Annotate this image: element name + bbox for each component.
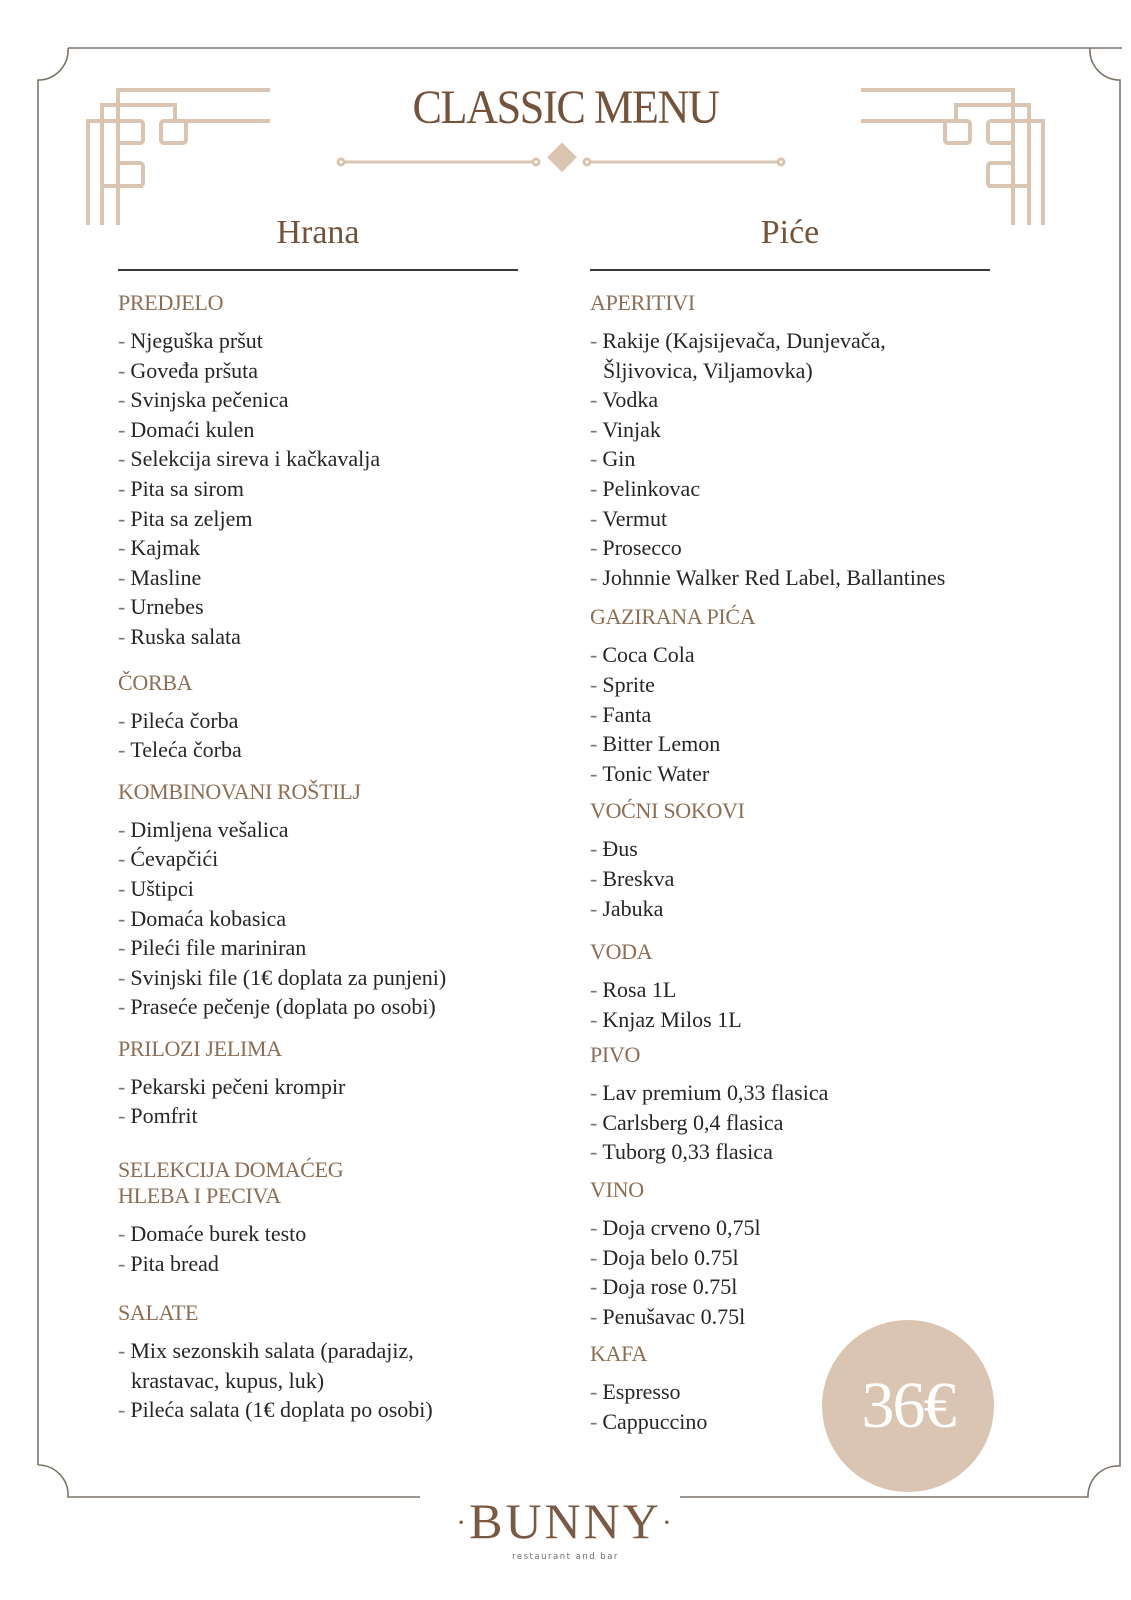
menu-item [590,563,1030,593]
bullet-dash: - [118,357,126,383]
menu-item [118,963,558,993]
menu-item [118,1249,558,1279]
brand-dot-left: · [456,1505,470,1539]
menu-item [118,474,558,504]
price-badge: 36€ [822,1320,994,1492]
menu-item [590,1137,1030,1167]
bullet-dash: - [590,1379,598,1405]
menu-item [590,975,1030,1005]
bullet-dash: - [118,1221,126,1247]
menu-item-label: Pita sa zeljem [130,505,253,531]
bullet-dash: - [590,1409,598,1435]
menu-section [590,604,1030,788]
bullet-dash: - [590,836,598,862]
bullet-dash: - [590,1244,598,1270]
menu-item-label: Ruska salata [130,623,241,649]
menu-item [590,1213,1030,1243]
bullet-dash: - [590,1274,598,1300]
menu-section [590,798,1030,923]
menu-item-label: Đus [602,836,638,862]
bullet-dash: - [590,701,598,727]
drinks-column-heading: Piće [760,214,820,251]
bullet-dash: - [590,387,598,413]
menu-item [590,729,1030,759]
section-title: PREDJELO [118,290,224,315]
menu-item-label: Pekarski pečeni krompir [130,1073,346,1099]
menu-item [590,864,1030,894]
menu-item-label: Breskva [602,865,675,891]
menu-item-label: Praseće pečenje (doplata po osobi) [130,994,436,1020]
bullet-dash: - [590,475,598,501]
divider-diamond [547,142,577,172]
bullet-dash: - [118,737,126,763]
menu-item-label: Gin [602,446,636,472]
section-title: APERITIVI [590,290,695,315]
bullet-dash: - [590,1006,598,1032]
menu-item-label: Sprite [602,671,655,697]
bullet-dash: - [118,905,126,931]
section-title: PRILOZI JELIMA [118,1035,282,1061]
bullet-dash: - [590,1080,598,1106]
bullet-dash: - [590,535,598,561]
bullet-dash: - [118,564,126,590]
bullet-dash: - [118,446,126,472]
menu-item [590,670,1030,700]
section-title: VODA [590,939,653,965]
menu-section [118,290,558,652]
section-title: VINO [590,1177,644,1203]
menu-item-label: Kajmak [130,535,200,561]
menu-item [118,706,558,736]
menu-item [590,640,1030,670]
bullet-dash: - [590,895,598,921]
menu-item [590,533,1030,563]
section-title: GAZIRANA PIĆA [590,604,756,630]
menu-item-label: Johnnie Walker Red Label, Ballantines [602,564,946,590]
menu-item [590,444,1030,474]
menu-item [118,415,558,445]
menu-item [590,504,1030,534]
bullet-dash: - [590,505,598,531]
menu-item-label: Pita sa sirom [130,475,244,501]
menu-item-label: Uštipci [130,875,194,901]
menu-section [118,1157,558,1278]
menu-section [118,779,558,1022]
menu-item [118,1219,558,1249]
menu-item-label: Knjaz Milos 1L [602,1006,742,1032]
menu-item-label: Pileća salata (1€ doplata po osobi) [130,1397,433,1423]
section-title: SELEKCIJA DOMAĆEG [118,1157,344,1183]
menu-item-label: Rakije (Kajsijevača, Dunjevača, [602,328,886,353]
bullet-dash: - [118,505,126,531]
menu-item [590,1272,1030,1302]
menu-section [590,1177,1030,1331]
menu-section [118,670,558,765]
bullet-dash: - [590,1215,598,1241]
menu-item [118,1336,558,1395]
bullet-dash: - [590,977,598,1003]
bullet-dash: - [590,1109,598,1135]
menu-item-label: Tuborg 0,33 flasica [602,1139,773,1165]
menu-item-label: Svinjski file (1€ doplata za punjeni) [130,964,447,990]
section-title: HLEBA I PECIVA [118,1183,281,1209]
menu-item-label: Pomfrit [130,1103,198,1129]
menu-item-label: Cappuccino [602,1409,708,1435]
menu-item-label: Urnebes [130,594,204,620]
menu-item [118,844,558,874]
menu-item-label: Svinjska pečenica [130,387,289,413]
menu-item-label: Njeguška pršut [130,328,263,353]
brand-logo [0,1494,1131,1562]
menu-item [118,592,558,622]
menu-item-label: Vermut [602,505,668,531]
menu-item-label: Pelinkovac [602,475,701,501]
menu-item [118,504,558,534]
bullet-dash: - [590,642,598,668]
menu-item-label: Selekcija sireva i kačkavalja [130,446,381,472]
menu-item [118,904,558,934]
menu-item-label: Goveđa pršuta [130,357,259,383]
bullet-dash: - [118,475,126,501]
food-column [118,290,558,1437]
bullet-dash: - [118,994,126,1020]
menu-item-label: Domaće burek testo [130,1221,307,1247]
menu-title: CLASSIC MENU [412,81,719,134]
menu-item [118,1395,558,1425]
bullet-dash: - [118,535,126,561]
menu-item-label-cont: Šljivovica, Viljamovka) [603,357,813,383]
menu-item [590,1302,1030,1332]
menu-item [590,834,1030,864]
menu-item [118,533,558,563]
bullet-dash: - [118,1103,126,1129]
menu-item-label: Penušavac 0.75l [602,1303,746,1329]
menu-item-label: Espresso [602,1379,681,1405]
bullet-dash: - [118,816,126,842]
menu-item-label: Carlsberg 0,4 flasica [602,1109,784,1135]
section-title: SALATE [118,1300,199,1326]
menu-item-label: Lav premium 0,33 flasica [602,1080,829,1106]
menu-item [118,356,558,386]
bullet-dash: - [118,1250,126,1276]
food-column-heading: Hrana [276,214,360,251]
bullet-dash: - [590,1139,598,1165]
bullet-dash: - [590,328,598,353]
menu-item-label: Doja belo 0.75l [602,1244,739,1270]
menu-item-label: Vodka [602,387,659,413]
bullet-dash: - [590,1303,598,1329]
menu-item [118,326,558,356]
menu-item-label: Pita bread [130,1250,219,1276]
bullet-dash: - [118,935,126,961]
brand-name-line [0,1494,1131,1554]
menu-item-label: Pileća čorba [130,707,239,733]
bullet-dash: - [118,1338,126,1364]
menu-item-label: Domaća kobasica [130,905,287,931]
menu-item [118,563,558,593]
menu-item-label: Doja rose 0.75l [602,1274,738,1300]
menu-section [118,1300,558,1425]
menu-item-label: Jabuka [602,895,664,921]
menu-item-label: Pileći file mariniran [130,935,307,961]
menu-item-label: Tonic Water [602,760,710,786]
bullet-dash: - [590,416,598,442]
bullet-dash: - [590,731,598,757]
menu-item-label: Bitter Lemon [602,731,721,757]
bullet-dash: - [590,760,598,786]
bullet-dash: - [590,865,598,891]
bullet-dash: - [118,707,126,733]
drinks-column [590,290,1030,1449]
bullet-dash: - [118,387,126,413]
menu-item [590,894,1030,924]
menu-item [118,992,558,1022]
menu-item-label: Fanta [602,701,652,727]
menu-item [590,415,1030,445]
section-title: VOĆNI SOKOVI [590,798,745,824]
food-heading-rule [118,269,518,271]
menu-item-label: Coca Cola [602,642,695,668]
menu-item [590,1005,1030,1035]
menu-item-label: Mix sezonskih salata (paradajiz, [130,1338,414,1364]
bullet-dash: - [118,1073,126,1099]
menu-item [590,1078,1030,1108]
menu-item [590,326,1030,385]
menu-section [590,939,1030,1034]
menu-section [590,1042,1030,1167]
bullet-dash: - [118,875,126,901]
menu-item [118,1101,558,1131]
section-title: ČORBA [118,669,193,695]
brand-name: BUNNY [469,1493,662,1549]
menu-item [118,622,558,652]
section-title: KOMBINOVANI ROŠTILJ [118,778,361,804]
menu-item [590,385,1030,415]
bullet-dash: - [590,564,598,590]
menu-item [118,1072,558,1102]
brand-dot-right: · [661,1505,675,1539]
menu-section [590,290,1030,592]
menu-item [118,815,558,845]
menu-item-label: Rosa 1L [602,977,677,1003]
menu-item-label: Domaći kulen [130,416,255,442]
menu-item-label: Masline [130,564,202,590]
bullet-dash: - [118,964,126,990]
menu-item [590,1243,1030,1273]
menu-item-label: Prosecco [602,535,682,561]
menu-item-label: Teleća čorba [130,737,242,763]
bullet-dash: - [118,594,126,620]
bullet-dash: - [118,1397,126,1423]
menu-section [118,1036,558,1131]
menu-item [118,385,558,415]
menu-item-label-cont: krastavac, kupus, luk) [131,1367,325,1393]
menu-item [590,700,1030,730]
menu-item-label: Ćevapčići [130,846,219,872]
menu-item-label: Doja crveno 0,75l [602,1215,761,1241]
bullet-dash: - [118,846,126,872]
bullet-dash: - [118,416,126,442]
menu-item [118,874,558,904]
menu-item [590,474,1030,504]
menu-item [118,444,558,474]
bullet-dash: - [590,446,598,472]
bullet-dash: - [118,328,126,353]
bullet-dash: - [118,623,126,649]
menu-item-label: Vinjak [602,416,661,442]
section-title: PIVO [590,1042,641,1068]
brand-tagline: restaurant and bar [512,1551,619,1562]
menu-item [118,933,558,963]
bullet-dash: - [590,671,598,697]
menu-item [118,735,558,765]
drinks-heading-rule [590,269,990,271]
menu-item [590,1108,1030,1138]
menu-item [590,759,1030,789]
menu-item-label: Dimljena vešalica [130,816,289,842]
section-title: KAFA [590,1341,648,1367]
